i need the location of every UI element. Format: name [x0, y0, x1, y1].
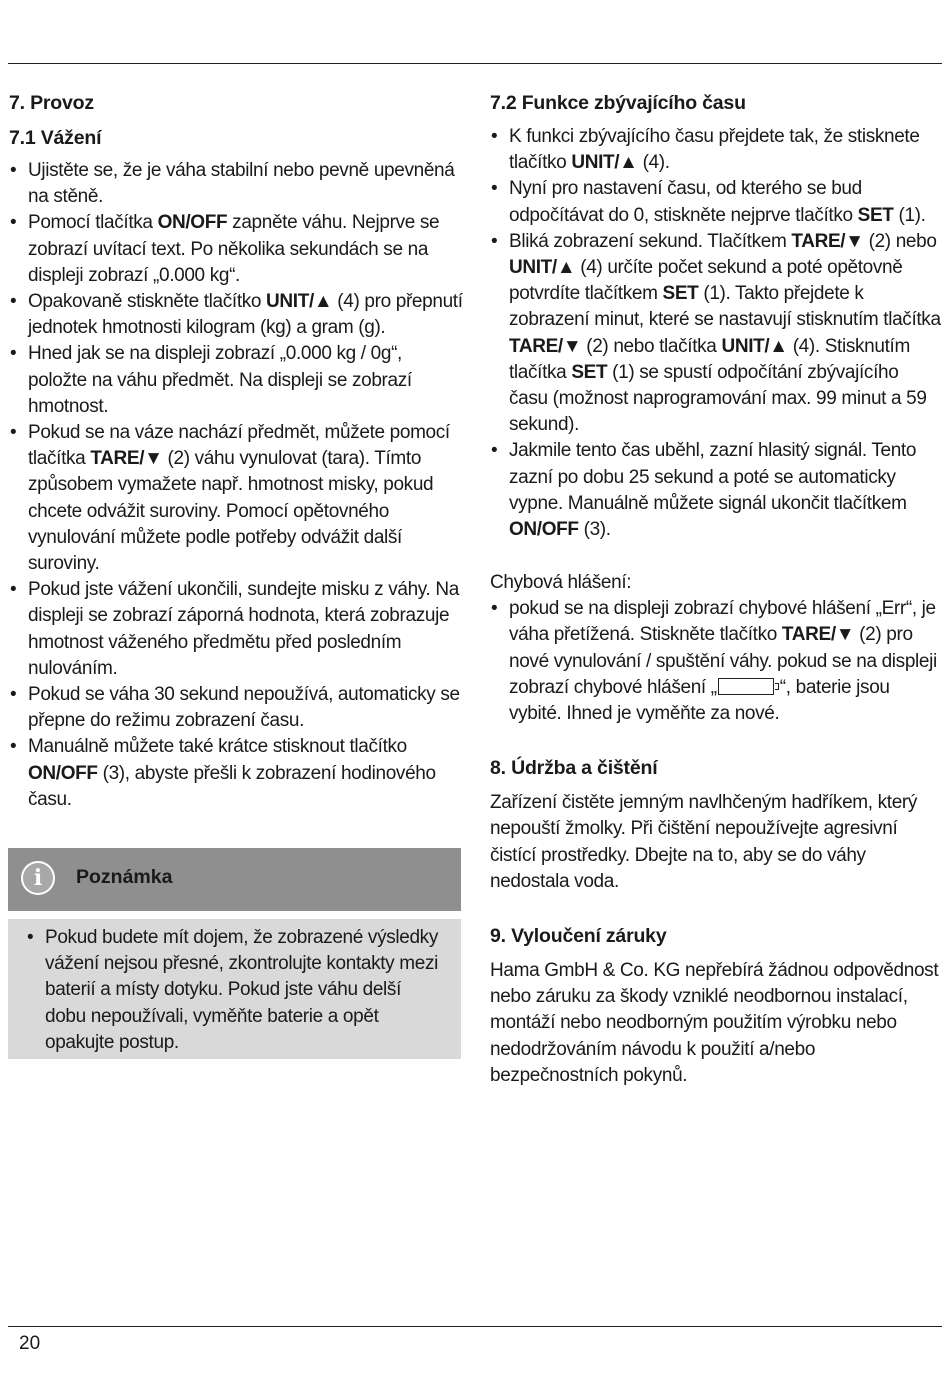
text-span: Pomocí tlačítka	[28, 212, 158, 234]
button-label: UNIT/▲	[266, 291, 333, 313]
error-messages-list	[490, 596, 942, 727]
right-column	[490, 90, 942, 1089]
text-span: K funkci zbývajícího času přejdete tak, že stisknete tlačítko	[509, 126, 920, 174]
heading-zaruka: 9. Vyloučení záruky	[490, 925, 667, 948]
text-span: Opakovaně stiskněte tlačítko	[28, 291, 267, 313]
section-udrzba	[490, 755, 942, 895]
text-span: (2) váhu vynulovat (tara). Tímto způsobem vymažete např. hmotnost misky, pokud chcete odvážit suroviny. Pomocí opětovného vynulování můžete podle potřeby odvážit další suroviny.	[28, 448, 434, 575]
text-span: zapněte váhu. Nejprve se zobrazí uvítací text. Po několika sekundách se na displeji zobrazí „0.000 kg“.	[28, 212, 440, 286]
text-span: Ujistěte se, že je váha stabilní nebo pevně upevněná na stěně.	[28, 160, 455, 208]
note-title: Poznámka	[76, 866, 173, 888]
button-label: UNIT/▲	[571, 152, 638, 174]
text-span: pokud se na displeji zobrazí chybové hlášení „Err“, je váha přetížená. Stiskněte tlačítko	[509, 598, 936, 646]
button-label: TARE/▼	[509, 335, 582, 357]
button-label: SET	[857, 204, 894, 226]
left-column	[9, 90, 464, 813]
page-number: 20	[19, 1333, 41, 1354]
list-item	[9, 341, 464, 420]
heading-zbyvajici-cas: 7.2 Funkce zbývajícího času	[490, 92, 746, 114]
error-messages-title: Chybová hlášení:	[490, 572, 632, 594]
button-label: UNIT/▲	[721, 335, 788, 357]
list-item	[9, 289, 464, 341]
text-span: (3), abyste přešli k zobrazení hodinového času.	[28, 762, 436, 810]
button-label: ON/OFF	[28, 762, 98, 784]
text-span: (4).	[637, 152, 670, 174]
text-span: (1).	[893, 204, 926, 226]
text-span: (4) určíte počet sekund a poté opětovně potvrdíte tlačítkem	[509, 257, 903, 305]
list-item	[490, 596, 942, 727]
battery-icon	[718, 678, 774, 695]
list-item	[9, 420, 464, 577]
info-icon: i	[21, 861, 55, 895]
bottom-rule	[8, 1326, 942, 1327]
list-item	[9, 682, 464, 734]
top-rule	[8, 63, 942, 64]
text-span: Pokud se na váze nachází předmět, můžete pomocí tlačítka	[28, 422, 450, 470]
list-item	[490, 229, 942, 439]
button-label: TARE/▼	[791, 230, 864, 252]
text-span: (2) pro nové vynulování / spuštění váhy. pokud se na displeji zobrazí chybové hlášení „	[509, 624, 937, 698]
heading-vazeni: 7.1 Vážení	[9, 127, 102, 149]
list-item	[9, 210, 464, 289]
text-span: (2) nebo tlačítka	[581, 335, 722, 357]
text-span: “, baterie jsou vybité. Ihned je vyměňte za nové.	[509, 676, 890, 725]
text-span: (1) se spustí odpočítání zbývajícího času (možnost naprogramování max. 99 minut a 59 sekund).	[509, 361, 927, 436]
text-span: (4). Stisknutím tlačítka	[509, 335, 910, 383]
text-span: Pokud jste vážení ukončili, sundejte misku z váhy. Na displeji se zobrazí záporná hodnota, která zobrazuje hmotnost váženého předmětu před posledním nulováním.	[28, 579, 459, 679]
text-span: Pokud budete mít dojem, že zobrazené výsledky vážení nejsou přesné, zkontrolujte kontakty mezi baterií a místy dotyku. Pokud jste váhu delší dobu nepoužívali, vyměňte baterie a opět opakujte postup.	[45, 927, 438, 1053]
text-span: (4) pro přepnutí jednotek hmotnosti kilogram (kg) a gram (g).	[28, 291, 463, 339]
note-list	[26, 925, 446, 1056]
list-item	[490, 176, 942, 228]
list-item	[9, 158, 464, 210]
note-header	[8, 848, 461, 911]
list-item	[9, 734, 464, 813]
udrzba-text: Zařízení čistěte jemným navlhčeným hadříkem, který nepouští žmolky. Při čištění nepoužívejte agresivní čistící prostředky. Dbejte na to, aby se do váhy nedostala voda.	[490, 792, 918, 892]
heading-provoz: 7. Provoz	[9, 92, 94, 114]
button-label: UNIT/▲	[509, 257, 576, 279]
button-label: ON/OFF	[157, 212, 228, 234]
zaruka-text: Hama GmbH & Co. KG nepřebírá žádnou odpovědnost nebo záruku za škody vzniklé neodbornou instalací, montáží nebo neodborným použitím výrobku nebo nedodržováním návodu k použití a/nebo bezpečnostních pokynů.	[490, 960, 939, 1086]
list-item	[490, 438, 942, 543]
heading-udrzba: 8. Údržba a čištění	[490, 757, 658, 780]
text-span: (3).	[578, 519, 611, 541]
vazeni-list	[9, 158, 464, 813]
text-span: Jakmile tento čas uběhl, zazní hlasitý signál. Tento zazní po dobu 25 sekund a poté se automaticky vypne. Manuálně můžete signál ukončit tlačítkem	[509, 440, 917, 514]
list-item	[9, 577, 464, 682]
section-zaruka	[490, 923, 942, 1089]
note-body	[8, 919, 461, 1059]
list-item	[26, 925, 446, 1056]
text-span: Manuálně můžete také krátce stisknout tlačítko	[28, 736, 407, 758]
button-label: TARE/▼	[90, 448, 163, 470]
button-label: SET	[571, 361, 608, 383]
list-item	[490, 124, 942, 176]
text-span: Bliká zobrazení sekund. Tlačítkem	[509, 230, 792, 252]
text-span: Pokud se váha 30 sekund nepoužívá, automaticky se přepne do režimu zobrazení času.	[28, 684, 460, 732]
text-span: Hned jak se na displeji zobrazí „0.000 kg / 0g“, položte na váhu předmět. Na displeji se zobrazí hmotnost.	[28, 343, 412, 417]
zbyvajici-cas-list	[490, 124, 942, 543]
text-span: (2) nebo	[863, 230, 937, 252]
button-label: TARE/▼	[781, 624, 855, 646]
button-label: ON/OFF	[509, 519, 579, 541]
text-span: Nyní pro nastavení času, od kterého se bud odpočítávat do 0, stiskněte nejprve tlačítko	[509, 178, 862, 226]
button-label: SET	[662, 283, 699, 305]
text-span: (1). Takto přejdete k zobrazení minut, které se nastavují stisknutím tlačítka	[509, 283, 941, 331]
